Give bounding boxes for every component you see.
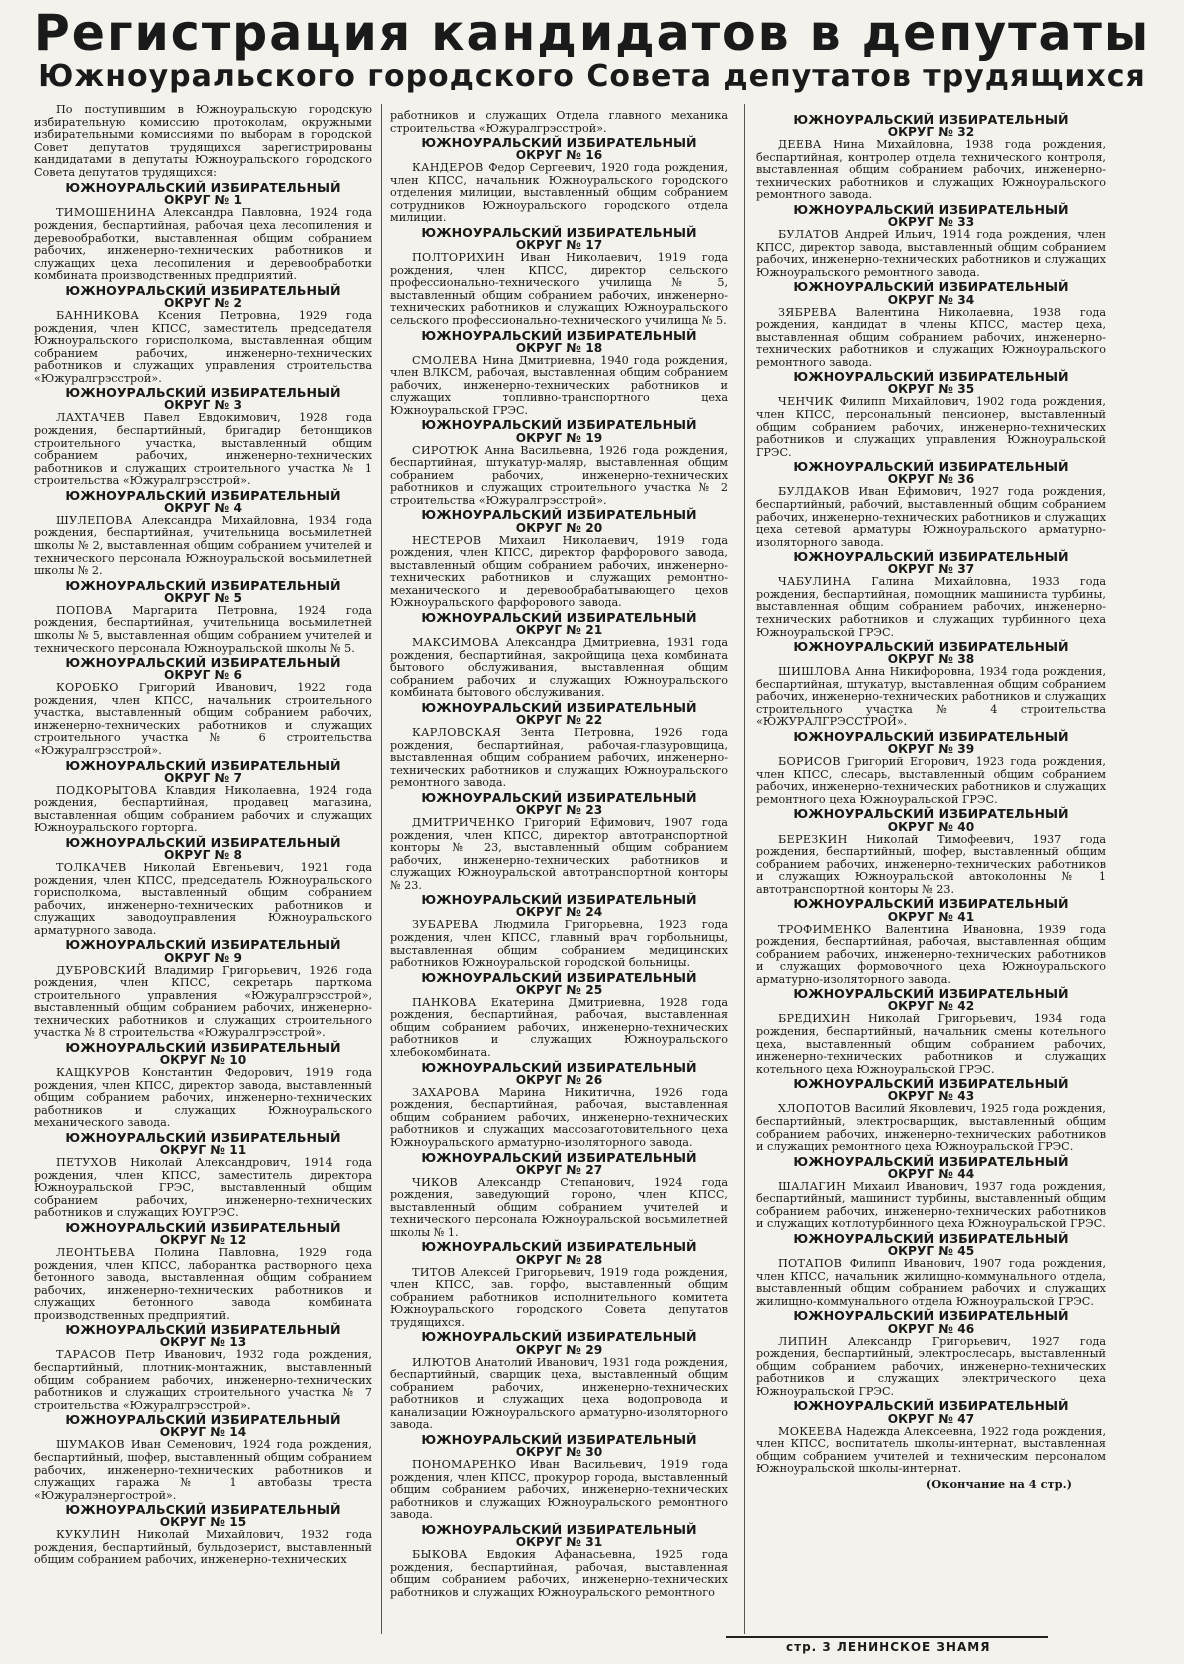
candidate-surname: ПОПОВА <box>56 603 113 617</box>
candidate-entry <box>34 310 372 385</box>
candidate-details: Петр Иванович, 1932 года рождения, беспартийный, плотник-монтажник, выставленный общим собранием рабочих, инженерно-технических работников и служащих строительного участка № 7 строительства «Южуралгрэсстрой». <box>34 1348 372 1412</box>
candidate-details: Григорий Егорович, 1923 года рождения, член КПСС, слесарь, выставленный общим собранием рабочих, инженерно-технических работников и служащих ремонтного цеха Южноуральской ГРЭС. <box>756 755 1106 806</box>
candidate-details: Валентина Ивановна, 1939 года рождения, беспартийная, рабочая, выставленная общим собранием рабочих, инженерно-технических работников и служащих формовочного цеха Южноуральского арматурно-изоляторного завода. <box>756 922 1106 986</box>
candidate-details: Николай Евгеньевич, 1921 года рождения, член КПСС, председатель Южноуральского горисполкома, выставленный общим собранием рабочих, инженерно-технических работников и служащих заводоуправления Южноуральского арматурного завода. <box>34 861 372 937</box>
okrug-heading: ЮЖНОУРАЛЬСКИЙ ИЗБИРАТЕЛЬНЫЙ <box>421 1239 697 1255</box>
candidate-entry <box>34 965 372 1040</box>
okrug-number: ОКРУГ № 31 <box>515 1535 603 1549</box>
okrug-heading: ЮЖНОУРАЛЬСКИЙ ИЗБИРАТЕЛЬНЫЙ <box>421 1329 697 1345</box>
candidate-entry <box>34 1529 372 1567</box>
okrug-number: ОКРУГ № 20 <box>515 520 603 535</box>
candidate-entry <box>390 1357 728 1432</box>
okrug-heading: ЮЖНОУРАЛЬСКИЙ ИЗБИРАТЕЛЬНЫЙ <box>421 699 697 715</box>
candidate-surname: ДЕЕВА <box>778 138 822 152</box>
candidate-details: Нина Михайловна, 1938 года рождения, беспартийная, контролер отдела технического контроля, выставленная общим собранием рабочих, инженерно-технических работников и служащих Южноуральского ремонтного завода. <box>756 138 1106 202</box>
candidate-surname: ЛАХТАЧЕВ <box>56 411 126 425</box>
candidate-details: Александра Дмитриевна, 1931 года рождения, беспартийная, закройщица цеха комбината бытового обслуживания, выставленная общим собранием рабочих и служащих Южноуральского комбината бытового обслуживания. <box>390 636 728 700</box>
candidate-entry <box>34 515 372 578</box>
candidate-surname: БЕРЕЗКИН <box>778 832 848 846</box>
okrug-heading: ЮЖНОУРАЛЬСКИЙ ИЗБИРАТЕЛЬНЫЙ <box>421 225 697 241</box>
candidate-entry <box>34 682 372 757</box>
candidate-details: Владимир Григорьевич, 1926 года рождения, член КПСС, секретарь парткома строительного управления «Южуралгрэсстрой», выставленный общим собранием рабочих, инженерно-технических работников и служащих строительного участка № 8 строительства «Южуралгрэсстрой». <box>34 963 372 1040</box>
candidate-entry <box>34 1349 372 1412</box>
candidate-surname: ЗАХАРОВА <box>412 1085 480 1099</box>
intro-paragraph: По поступившим в Южноуральскую городскую избирательную комиссию протоколам, окружными избирательными комиссиями по выборам в городской Совет депутатов трудящихся зарегистрированы кандидатами в депутаты Южноуральского городского Совета депутатов трудящихся: <box>34 104 372 179</box>
okrug-heading: ЮЖНОУРАЛЬСКИЙ ИЗБИРАТЕЛЬНЫЙ <box>421 1149 697 1165</box>
candidate-details: Федор Сергеевич, 1920 года рождения, член КПСС, начальник Южноуральского городского отделения милиции, выставленный общим собранием сотрудников Южноуральского городского отдела милиции. <box>390 161 728 225</box>
candidate-surname: НЕСТЕРОВ <box>412 533 482 547</box>
okrug-heading: ЮЖНОУРАЛЬСКИЙ ИЗБИРАТЕЛЬНЫЙ <box>793 549 1069 565</box>
okrug-heading: ЮЖНОУРАЛЬСКИЙ ИЗБИРАТЕЛЬНЫЙ <box>65 937 341 953</box>
candidate-surname: ЧЕНЧИК <box>778 395 834 409</box>
candidate-entry <box>756 834 1106 897</box>
okrug-heading: ЮЖНОУРАЛЬСКИЙ ИЗБИРАТЕЛЬНЫЙ <box>421 969 697 985</box>
okrug-heading: ЮЖНОУРАЛЬСКИЙ ИЗБИРАТЕЛЬНЫЙ <box>65 655 341 671</box>
okrug-heading: ЮЖНОУРАЛЬСКИЙ ИЗБИРАТЕЛЬНЫЙ <box>65 180 341 196</box>
candidate-entry <box>34 1439 372 1502</box>
candidate-details: Полина Павловна, 1929 года рождения, член КПСС, лаборантка растворного цеха бетонного завода, выставленная общим собранием рабочих, инженерно-технических работников и служащих бетонного завода комбината производственных предприятий. <box>34 1245 372 1322</box>
candidate-entry <box>390 110 728 135</box>
okrug-number: ОКРУГ № 34 <box>887 292 975 307</box>
okrug-number: ОКРУГ № 1 <box>163 193 243 208</box>
okrug-number: ОКРУГ № 19 <box>515 430 603 445</box>
candidate-surname: КАЩКУРОВ <box>56 1066 130 1080</box>
footer-rule <box>726 1636 1048 1638</box>
okrug-heading: ЮЖНОУРАЛЬСКИЙ ИЗБИРАТЕЛЬНЫЙ <box>65 1219 341 1235</box>
okrug-number: ОКРУГ № 15 <box>159 1515 247 1530</box>
okrug-number: ОКРУГ № 7 <box>163 770 243 785</box>
candidate-entry <box>390 252 728 327</box>
candidate-details: Алексей Григорьевич, 1919 года рождения, член КПСС, зав. горфо, выставленный общим собранием работников исполнительного комитета Южноуральского городского Совета депутатов трудящихся. <box>390 1265 728 1329</box>
okrug-heading: ЮЖНОУРАЛЬСКИЙ ИЗБИРАТЕЛЬНЫЙ <box>65 1129 341 1145</box>
column-3 <box>756 112 1106 1632</box>
okrug-number: ОКРУГ № 36 <box>887 472 975 487</box>
okrug-number: ОКРУГ № 14 <box>159 1425 247 1440</box>
candidate-details: Николай Михайлович, 1932 года рождения, беспартийный, бульдозерист, выставленный общим собранием рабочих, инженерно-технических <box>34 1528 372 1567</box>
candidate-details: Анатолий Иванович, 1931 года рождения, беспартийный, сварщик цеха, выставленный общим собранием рабочих, инженерно-технических работников и служащих цеха водопровода и канализации Южноуральского арматурно-изоляторного завода. <box>390 1355 728 1432</box>
okrug-heading: ЮЖНОУРАЛЬСКИЙ ИЗБИРАТЕЛЬНЫЙ <box>65 282 341 298</box>
okrug-number: ОКРУГ № 18 <box>515 340 603 355</box>
candidate-details: Нина Дмитриевна, 1940 года рождения, член ВЛКСМ, рабочая, выставленная общим собранием рабочих, инженерно-технических работников и служащих топливно-транспортного цеха Южноуральской ГРЭС. <box>390 353 728 417</box>
candidate-surname: ЛЕОНТЬЕВА <box>56 1245 135 1259</box>
candidate-surname: КОРОБКО <box>56 681 119 695</box>
page-subtitle: Южноуральского городского Совета депутатов трудящихся <box>38 59 1146 94</box>
candidate-details: Екатерина Дмитриевна, 1928 года рождения, беспартийная, рабочая, выставленная общим собранием рабочих, инженерно-технических работников и служащих Южноуральского хлебокомбината. <box>390 995 728 1060</box>
okrug-number: ОКРУГ № 16 <box>515 148 603 163</box>
candidate-details: Маргарита Петровна, 1924 года рождения, беспартийная, учительница восьмилетней школы № 5, выставленная общим собранием учителей и технического персонала Южноуральской школы № 5. <box>34 603 372 655</box>
okrug-heading: ЮЖНОУРАЛЬСКИЙ ИЗБИРАТЕЛЬНЫЙ <box>421 507 697 523</box>
okrug-number: ОКРУГ № 35 <box>887 382 975 397</box>
column-2 <box>390 110 728 1630</box>
candidate-details: Иван Николаевич, 1919 года рождения, член КПСС, директор сельского профессионально-технического училища № 5, выставленный общим собранием рабочих, инженерно-технических работников и служащих Южноуральского сельского профессионально-технического училища № 5. <box>390 251 728 327</box>
candidate-surname: ШАЛАГИН <box>778 1179 847 1193</box>
okrug-number: ОКРУГ № 8 <box>163 848 243 863</box>
okrug-number: ОКРУГ № 4 <box>163 500 243 515</box>
candidate-details: Андрей Ильич, 1914 года рождения, член КПСС, директор завода, выставленный общим собранием рабочих, инженерно-технических работников и служащих Южноуральского ремонтного завода. <box>756 228 1106 279</box>
okrug-number: ОКРУГ № 12 <box>159 1232 247 1247</box>
okrug-number: ОКРУГ № 42 <box>887 999 975 1014</box>
candidate-entry <box>34 412 372 487</box>
candidate-details: Иван Ефимович, 1927 года рождения, беспартийный, рабочий, выставленный общим собранием рабочих, инженерно-технических работников и служащих цеха сетевой арматуры Южноуральского арматурно-изоляторного завода. <box>756 485 1106 549</box>
candidate-details: Александра Михайловна, 1934 года рождения, беспартийная, учительница восьмилетней школы № 2, выставленная общим собранием учителей и технического персонала Южноуральской восьмилетней школы № 2. <box>34 513 372 578</box>
candidate-entry <box>756 666 1106 729</box>
candidate-details: Анна Никифоровна, 1934 года рождения, беспартийная, штукатур, выставленная общим собранием рабочих, инженерно-технических работников и служащих строительного участка № 4 строительства «ЮЖУРАЛГРЭССТРОЙ». <box>756 665 1106 729</box>
okrug-number: ОКРУГ № 41 <box>887 909 975 924</box>
candidate-surname: БРЕДИХИН <box>778 1012 851 1026</box>
okrug-heading: ЮЖНОУРАЛЬСКИЙ ИЗБИРАТЕЛЬНЫЙ <box>65 487 341 503</box>
candidate-entry <box>34 207 372 282</box>
candidate-surname: ЛИПИН <box>778 1334 828 1348</box>
candidate-details: Анна Васильевна, 1926 года рождения, беспартийная, штукатур-маляр, выставленная общим собранием рабочих, инженерно-технических работников и служащих строительного участка № 2 строительства «Южуралгрэсстрой». <box>390 443 728 507</box>
candidate-details: Галина Михайловна, 1933 года рождения, беспартийная, помощник машиниста турбины, выставленная общим собранием рабочих, инженерно-технических работников и служащих турбинного цеха Южноуральской ГРЭС. <box>756 575 1106 639</box>
okrug-number: ОКРУГ № 27 <box>515 1162 603 1177</box>
okrug-number: ОКРУГ № 10 <box>159 1053 247 1068</box>
candidate-surname: ИЛЮТОВ <box>412 1355 472 1369</box>
candidate-details: Николай Тимофеевич, 1937 года рождения, беспартийный, шофер, выставленный общим собранием рабочих, инженерно-технических работников и служащих Южноуральской автоколонны № 1 автотранспортной конторы № 23. <box>756 832 1106 896</box>
okrug-heading: ЮЖНОУРАЛЬСКИЙ ИЗБИРАТЕЛЬНЫЙ <box>65 1322 341 1338</box>
okrug-number: ОКРУГ № 29 <box>515 1342 603 1357</box>
candidate-surname: ПОНОМАРЕНКО <box>412 1458 517 1472</box>
candidate-surname: БУЛДАКОВ <box>778 485 850 499</box>
okrug-heading: ЮЖНОУРАЛЬСКИЙ ИЗБИРАТЕЛЬНЫЙ <box>793 112 1069 127</box>
candidate-details: Павел Евдокимович, 1928 года рождения, беспартийный, бригадир бетонщиков строительного участка, выставленный общим собранием рабочих, инженерно-технических работников и служащих строительного участка № 1 строительства «Южуралгрэсстрой». <box>34 411 372 488</box>
okrug-heading: ЮЖНОУРАЛЬСКИЙ ИЗБИРАТЕЛЬНЫЙ <box>793 201 1069 217</box>
okrug-number: ОКРУГ № 22 <box>515 713 603 728</box>
candidate-entry <box>756 229 1106 279</box>
candidate-surname: БОРИСОВ <box>778 755 841 769</box>
okrug-heading: ЮЖНОУРАЛЬСКИЙ ИЗБИРАТЕЛЬНЫЙ <box>65 757 341 773</box>
okrug-heading: ЮЖНОУРАЛЬСКИЙ ИЗБИРАТЕЛЬНЫЙ <box>65 1039 341 1055</box>
candidate-surname: КАНДЕРОВ <box>412 161 484 175</box>
candidate-surname: БАННИКОВА <box>56 308 140 322</box>
candidate-entry <box>34 862 372 937</box>
candidate-details: Филипп Иванович, 1907 года рождения, член КПСС, начальник жилищно-коммунального отдела, выставленный общим собранием рабочих и служащих жилищно-коммунального отдела Южноуральской ГРЭС. <box>756 1257 1106 1308</box>
candidate-entry <box>390 1459 728 1522</box>
okrug-heading: ЮЖНОУРАЛЬСКИЙ ИЗБИРАТЕЛЬНЫЙ <box>421 1431 697 1447</box>
okrug-heading: ЮЖНОУРАЛЬСКИЙ ИЗБИРАТЕЛЬНЫЙ <box>65 1502 341 1518</box>
okrug-heading: ЮЖНОУРАЛЬСКИЙ ИЗБИРАТЕЛЬНЫЙ <box>421 609 697 625</box>
candidate-surname: ПОЛТОРИХИН <box>412 251 505 265</box>
candidate-entry <box>390 355 728 418</box>
candidate-entry <box>390 1087 728 1150</box>
candidate-entry <box>34 785 372 835</box>
candidate-surname: ЧИКОВ <box>412 1175 458 1189</box>
candidate-entry <box>390 997 728 1060</box>
candidate-surname: ХЛОПОТОВ <box>778 1102 851 1116</box>
candidate-entry <box>390 1549 728 1599</box>
candidate-entry <box>756 1181 1106 1231</box>
candidate-details: Иван Васильевич, 1919 года рождения, член КПСС, прокурор города, выставленный общим собранием рабочих, инженерно-технических работников и служащих Южноуральского ремонтного завода. <box>390 1458 728 1522</box>
okrug-heading: ЮЖНОУРАЛЬСКИЙ ИЗБИРАТЕЛЬНЫЙ <box>793 1153 1069 1169</box>
continuation-note: (Окончание на 4 стр.) <box>925 1476 1072 1491</box>
candidate-surname: ТИТОВ <box>412 1265 456 1279</box>
candidate-details: Григорий Ефимович, 1907 года рождения, член КПСС, директор автотранспортной конторы № 23, выставленный общим собранием рабочих, инженерно-технических работников и служащих Южноуральской автотранспортной конторы № 23. <box>390 815 728 892</box>
candidate-entry <box>390 1267 728 1330</box>
okrug-number: ОКРУГ № 5 <box>163 590 243 605</box>
candidate-surname: СМОЛЕВА <box>412 353 478 367</box>
candidate-details: Надежда Алексеевна, 1922 года рождения, член КПСС, воспитатель школы-интернат, выставленная общим собранием учителей и техническим персоналом Южноуральской школы-интернат. <box>756 1424 1106 1476</box>
candidate-details: Валентина Николаевна, 1938 года рождения, кандидат в члены КПСС, мастер цеха, выставленная общим собранием рабочих, инженерно-технических работников и служащих Южноуральского ремонтного завода. <box>756 305 1106 369</box>
page-footer: стр. 3 ЛЕНИНСКОЕ ЗНАМЯ <box>786 1640 991 1654</box>
candidate-details: Ксения Петровна, 1929 года рождения, член КПСС, заместитель председателя Южноуральского горисполкома, выставленная общим собранием рабочих, инженерно-технических работников и служащих управления строительства «Южуралгрэсстрой». <box>34 308 372 385</box>
okrug-number: ОКРУГ № 13 <box>159 1335 247 1350</box>
okrug-heading: ЮЖНОУРАЛЬСКИЙ ИЗБИРАТЕЛЬНЫЙ <box>793 279 1069 295</box>
candidate-entry <box>34 1247 372 1322</box>
okrug-number: ОКРУГ № 9 <box>163 950 243 965</box>
candidate-entry <box>34 1067 372 1130</box>
okrug-heading: ЮЖНОУРАЛЬСКИЙ ИЗБИРАТЕЛЬНЫЙ <box>793 639 1069 655</box>
candidate-entry <box>756 1013 1106 1076</box>
okrug-heading: ЮЖНОУРАЛЬСКИЙ ИЗБИРАТЕЛЬНЫЙ <box>793 459 1069 475</box>
candidate-details: Василий Яковлевич, 1925 года рождения, беспартийный, электросварщик, выставленный общим собранием рабочих, инженерно-технических работников и служащих ремонтного цеха Южноуральской ГРЭС. <box>756 1102 1106 1154</box>
okrug-number: ОКРУГ № 39 <box>887 742 975 757</box>
okrug-number: ОКРУГ № 6 <box>163 668 243 683</box>
candidate-entry <box>756 1336 1106 1399</box>
candidate-details: Александр Степанович, 1924 года рождения, заведующий гороно, член КПСС, выставленный общим собранием учителей и технического персонала Южноуральской восьмилетней школы № 1. <box>390 1175 728 1239</box>
okrug-heading: ЮЖНОУРАЛЬСКИЙ ИЗБИРАТЕЛЬНЫЙ <box>793 896 1069 912</box>
okrug-heading: ЮЖНОУРАЛЬСКИЙ ИЗБИРАТЕЛЬНЫЙ <box>421 1059 697 1075</box>
okrug-number: ОКРУГ № 45 <box>887 1244 975 1259</box>
okrug-heading: ЮЖНОУРАЛЬСКИЙ ИЗБИРАТЕЛЬНЫЙ <box>65 1412 341 1428</box>
okrug-number: ОКРУГ № 28 <box>515 1252 603 1267</box>
candidate-surname: ЧАБУЛИНА <box>778 575 852 589</box>
candidate-surname: ШУЛЕПОВА <box>56 513 133 527</box>
candidate-surname: ДМИТРИЧЕНКО <box>412 815 515 829</box>
candidate-entry <box>34 605 372 655</box>
candidate-surname: КУКУЛИН <box>56 1528 121 1542</box>
candidate-entry <box>390 637 728 700</box>
candidate-surname: ШИШЛОВА <box>778 665 851 679</box>
candidate-details: Иван Семенович, 1924 года рождения, беспартийный, шофер, выставленный общим собранием рабочих, инженерно-технических работников и служащих гаража № 1 автобазы треста «Южуралэнергострой». <box>34 1438 372 1502</box>
candidate-entry <box>34 1157 372 1220</box>
column-divider <box>381 104 382 1634</box>
okrug-heading: ЮЖНОУРАЛЬСКИЙ ИЗБИРАТЕЛЬНЫЙ <box>421 417 697 433</box>
candidate-surname: ЗЯБРЕВА <box>778 305 837 319</box>
candidate-details: Николай Александрович, 1914 года рождения, член КПСС, заместитель директора Южноуральской ГРЭС, выставленный общим собранием рабочих, инженерно-технических работников и служащих ЮУГРЭС. <box>34 1156 372 1220</box>
column-divider <box>744 104 745 1634</box>
okrug-number: ОКРУГ № 46 <box>887 1321 975 1336</box>
candidate-entry <box>756 1426 1106 1476</box>
okrug-heading: ЮЖНОУРАЛЬСКИЙ ИЗБИРАТЕЛЬНЫЙ <box>793 1076 1069 1092</box>
okrug-heading: ЮЖНОУРАЛЬСКИЙ ИЗБИРАТЕЛЬНЫЙ <box>421 1521 697 1537</box>
okrug-number: ОКРУГ № 3 <box>163 398 243 413</box>
candidate-surname: МАКСИМОВА <box>412 636 499 650</box>
okrug-number: ОКРУГ № 23 <box>515 802 603 817</box>
okrug-number: ОКРУГ № 30 <box>515 1445 603 1460</box>
candidate-details: Филипп Михайлович, 1902 года рождения, член КПСС, персональный пенсионер, выставленный общим собранием рабочих, инженерно-технических работников и служащих управления Южноуральской ГРЭС. <box>756 395 1106 459</box>
okrug-number: ОКРУГ № 2 <box>163 295 243 310</box>
candidate-details: Александра Павловна, 1924 года рождения, беспартийная, рабочая цеха лесопиления и деревообработки, выставленная общим собранием рабочих, инженерно-технических работников и служащих цеха лесопиления и деревообработки комбината производственных предприятий. <box>34 206 372 283</box>
okrug-heading: ЮЖНОУРАЛЬСКИЙ ИЗБИРАТЕЛЬНЫЙ <box>793 806 1069 822</box>
okrug-heading: ЮЖНОУРАЛЬСКИЙ ИЗБИРАТЕЛЬНЫЙ <box>793 369 1069 385</box>
okrug-number: ОКРУГ № 38 <box>887 652 975 667</box>
candidate-surname: ЗУБАРЕВА <box>412 918 479 932</box>
okrug-number: ОКРУГ № 40 <box>887 819 975 834</box>
candidate-entry <box>390 162 728 225</box>
okrug-number: ОКРУГ № 11 <box>159 1143 247 1158</box>
candidate-entry <box>390 727 728 790</box>
candidate-surname: ТОЛКАЧЕВ <box>56 861 127 875</box>
candidate-entry <box>756 139 1106 202</box>
candidate-surname: МОКЕЕВА <box>778 1424 843 1438</box>
candidate-entry <box>756 756 1106 806</box>
candidate-details: Евдокия Афанасьевна, 1925 года рождения, беспартийная, рабочая, выставленная общим собранием рабочих, инженерно-технических работников и служащих Южноуральского ремонтного <box>390 1548 728 1599</box>
candidate-surname: СИРОТЮК <box>412 443 479 457</box>
candidate-details: Александр Григорьевич, 1927 года рождения, беспартийный, электрослесарь, выставленный общим собранием рабочих, инженерно-технических работников и служащих электрического цеха Южноуральской ГРЭС. <box>756 1334 1106 1398</box>
candidate-surname: КАРЛОВСКАЯ <box>412 726 502 740</box>
okrug-heading: ЮЖНОУРАЛЬСКИЙ ИЗБИРАТЕЛЬНЫЙ <box>65 385 341 401</box>
candidate-entry <box>756 924 1106 987</box>
candidate-surname: ТРОФИМЕНКО <box>778 922 872 936</box>
okrug-heading: ЮЖНОУРАЛЬСКИЙ ИЗБИРАТЕЛЬНЫЙ <box>793 729 1069 745</box>
okrug-heading: ЮЖНОУРАЛЬСКИЙ ИЗБИРАТЕЛЬНЫЙ <box>421 327 697 343</box>
okrug-heading: ЮЖНОУРАЛЬСКИЙ ИЗБИРАТЕЛЬНЫЙ <box>793 986 1069 1002</box>
candidate-surname: ДУБРОВСКИЙ <box>56 963 147 977</box>
candidate-entry <box>390 445 728 508</box>
candidate-details: Михаил Николаевич, 1919 года рождения, член КПСС, директор фарфорового завода, выставленный общим собранием рабочих, инженерно-технических работников и служащих ремонтно-механического и деревообрабатывающего цехов Южноуральского фарфорового завода. <box>390 533 728 610</box>
candidate-entry <box>756 1258 1106 1308</box>
candidate-details: Зента Петровна, 1926 года рождения, беспартийная, рабочая-глазуровщица, выставленная общим собранием рабочих, инженерно-технических работников и служащих Южноуральского ремонтного завода. <box>390 726 728 790</box>
candidate-details: Григорий Иванович, 1922 года рождения, член КПСС, начальник строительного участка, выставленный общим собранием рабочих, инженерно-технических работников и служащих строительного участка № 6 строительства «Южуралгрэсстрой». <box>34 681 372 757</box>
candidate-details: Михаил Иванович, 1937 года рождения, беспартийный, машинист турбины, выставленный общим собранием рабочих, инженерно-технических работников и служащих котлотурбинного цеха Южноуральской ГРЭС. <box>756 1179 1106 1231</box>
candidate-details: Николай Григорьевич, 1934 года рождения, беспартийный, начальник смены котельного цеха, выставленный общим собранием рабочих, инженерно-технических работников и служащих котельного цеха Южноуральской ГРЭС. <box>756 1012 1106 1076</box>
candidate-surname: ПЕТУХОВ <box>56 1156 117 1170</box>
candidate-details: работников и служащих Отдела главного механика строительства «Южуралгрэсстрой». <box>390 110 728 135</box>
candidate-surname: ШУМАКОВ <box>56 1438 125 1452</box>
okrug-number: ОКРУГ № 21 <box>515 623 603 638</box>
okrug-number: ОКРУГ № 26 <box>515 1072 603 1087</box>
page-title: Регистрация кандидатов в депутаты <box>33 4 1151 62</box>
candidate-surname: БУЛАТОВ <box>778 228 840 242</box>
candidate-surname: ТИМОШЕНИНА <box>56 206 156 220</box>
candidate-entry <box>756 307 1106 370</box>
candidate-entry <box>390 817 728 892</box>
okrug-number: ОКРУГ № 37 <box>887 562 975 577</box>
candidate-entry <box>756 576 1106 639</box>
okrug-heading: ЮЖНОУРАЛЬСКИЙ ИЗБИРАТЕЛЬНЫЙ <box>793 1398 1069 1414</box>
column-1 <box>34 104 372 1624</box>
okrug-number: ОКРУГ № 17 <box>515 238 603 253</box>
candidate-details: Константин Федорович, 1919 года рождения, член КПСС, директор завода, выставленный общим собранием рабочих, инженерно-технических работников и служащих Южноуральского механического завода. <box>34 1066 372 1130</box>
okrug-heading: ЮЖНОУРАЛЬСКИЙ ИЗБИРАТЕЛЬНЫЙ <box>421 892 697 908</box>
okrug-number: ОКРУГ № 43 <box>887 1089 975 1104</box>
candidate-details: Марина Никитична, 1926 года рождения, беспартийная, рабочая, выставленная общим собранием рабочих, инженерно-технических работников и служащих массозаготовительного цеха Южноуральского арматурно-изоляторного завода. <box>390 1085 728 1149</box>
okrug-number: ОКРУГ № 33 <box>887 215 975 230</box>
candidate-entry <box>756 396 1106 459</box>
candidate-entry <box>756 486 1106 549</box>
okrug-heading: ЮЖНОУРАЛЬСКИЙ ИЗБИРАТЕЛЬНЫЙ <box>65 577 341 593</box>
candidate-entry <box>390 1177 728 1240</box>
okrug-number: ОКРУГ № 24 <box>515 905 603 920</box>
candidate-surname: ТАРАСОВ <box>56 1348 116 1362</box>
candidate-entry <box>390 535 728 610</box>
okrug-heading: ЮЖНОУРАЛЬСКИЙ ИЗБИРАТЕЛЬНЫЙ <box>421 135 697 151</box>
candidate-surname: ПОТАПОВ <box>778 1257 843 1271</box>
okrug-heading: ЮЖНОУРАЛЬСКИЙ ИЗБИРАТЕЛЬНЫЙ <box>65 834 341 850</box>
candidate-surname: БЫКОВА <box>412 1548 468 1561</box>
okrug-heading: ЮЖНОУРАЛЬСКИЙ ИЗБИРАТЕЛЬНЫЙ <box>793 1231 1069 1246</box>
okrug-number: ОКРУГ № 47 <box>887 1411 975 1426</box>
candidate-details: Людмила Григорьевна, 1923 года рождения, член КПСС, главный врач горбольницы, выставленная общим собранием медицинских работников Южноуральской городской больницы. <box>390 918 728 970</box>
candidate-surname: ПАНКОВА <box>412 995 477 1009</box>
candidate-entry <box>756 1103 1106 1153</box>
okrug-heading: ЮЖНОУРАЛЬСКИЙ ИЗБИРАТЕЛЬНЫЙ <box>793 1308 1069 1324</box>
okrug-number: ОКРУГ № 32 <box>887 125 975 140</box>
candidate-surname: ПОДКОРЫТОВА <box>56 783 158 797</box>
okrug-number: ОКРУГ № 25 <box>515 982 603 997</box>
candidate-details: Клавдия Николаевна, 1924 года рождения, беспартийная, продавец магазина, выставленная общим собранием рабочих и служащих Южноуральского горторга. <box>34 783 372 835</box>
okrug-number: ОКРУГ № 44 <box>887 1166 975 1181</box>
okrug-heading: ЮЖНОУРАЛЬСКИЙ ИЗБИРАТЕЛЬНЫЙ <box>421 789 697 805</box>
candidate-entry <box>390 919 728 969</box>
